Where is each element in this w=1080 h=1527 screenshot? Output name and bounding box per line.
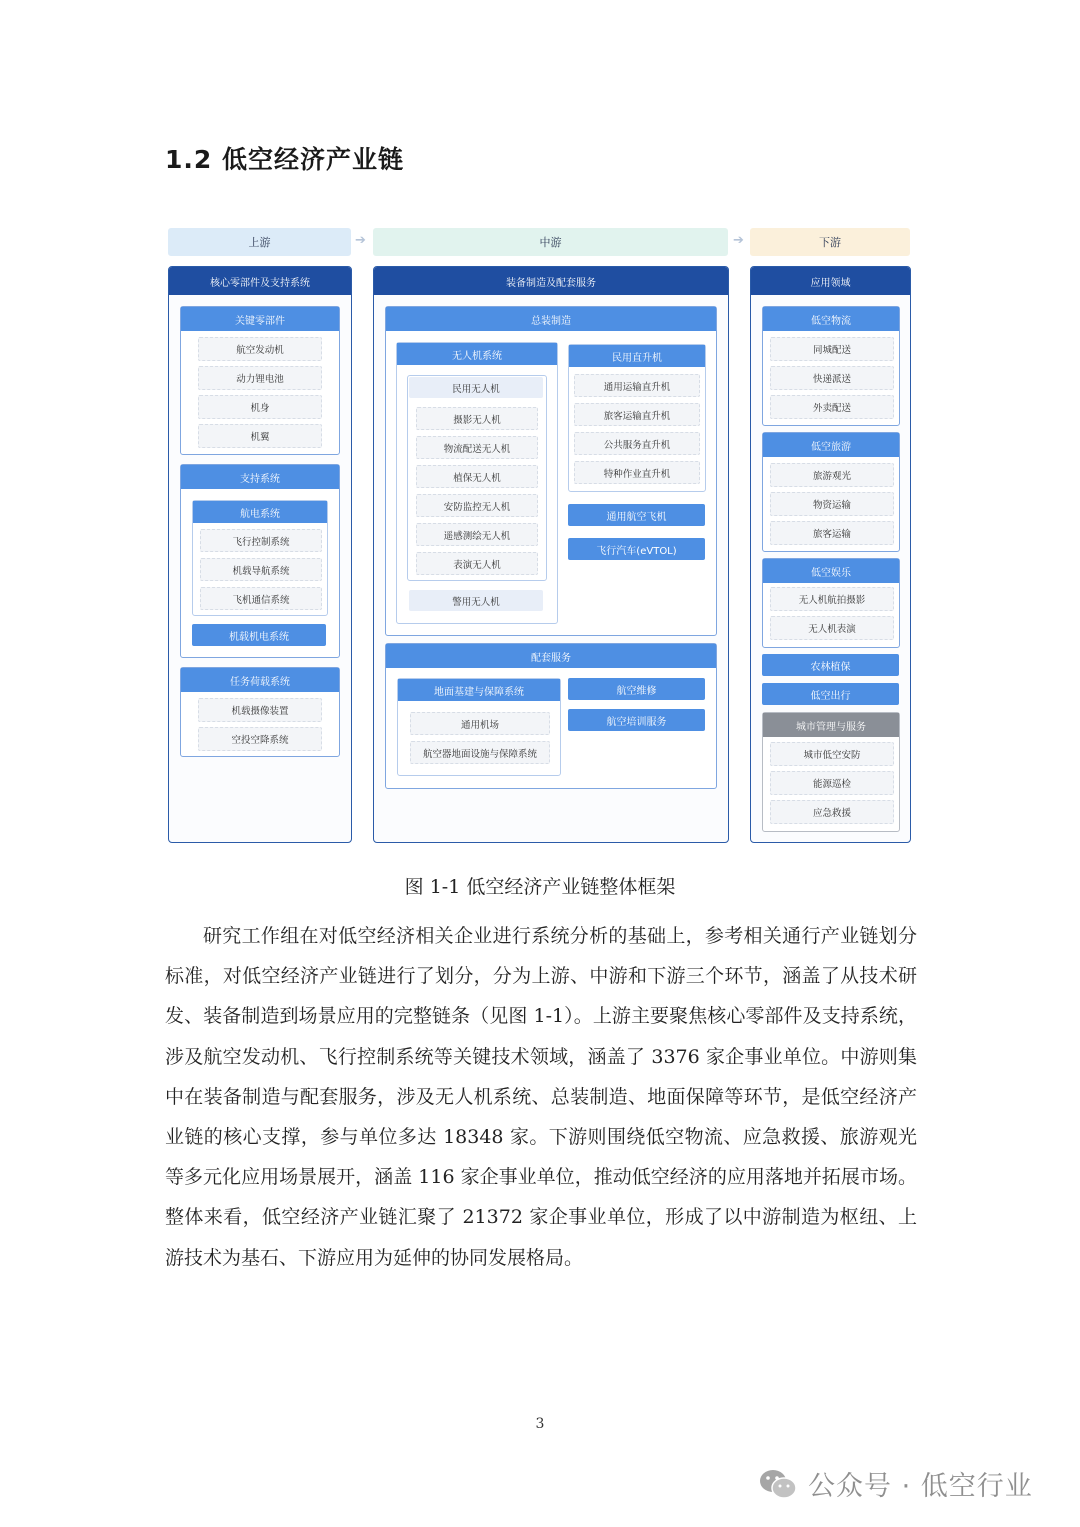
city-header: 城市管理与服务 (763, 713, 899, 737)
tourism-header: 低空旅游 (763, 433, 899, 457)
list-item: 航空器地面设施与保障系统 (410, 741, 550, 764)
list-item: 无人机航拍摄影 (770, 587, 894, 611)
list-item: 动力锂电池 (198, 366, 322, 390)
figure-caption: 图 1-1 低空经济产业链整体框架 (404, 876, 676, 898)
list-item: 快递派送 (770, 366, 894, 390)
entertainment-header: 低空娱乐 (763, 559, 899, 583)
list-item: 无人机表演 (770, 616, 894, 640)
electromech-box: 机载机电系统 (192, 624, 326, 646)
list-item: 旅游观光 (770, 463, 894, 487)
heli-header: 民用直升机 (569, 345, 705, 367)
list-item: 旅客运输直升机 (574, 403, 700, 426)
list-item: 公共服务直升机 (574, 432, 700, 455)
general-aircraft-box: 通用航空飞机 (568, 504, 705, 526)
list-item: 能源巡检 (770, 771, 894, 795)
evtol-box: 飞行汽车(eVTOL) (568, 538, 705, 560)
service-header: 配套服务 (386, 644, 716, 668)
section-title: 1.2 低空经济产业链 (165, 145, 404, 174)
training-box: 航空培训服务 (568, 709, 705, 731)
assembly-header: 总装制造 (386, 307, 716, 331)
avionics-header: 航电系统 (193, 501, 327, 523)
list-item: 物流配送无人机 (416, 436, 538, 459)
arrow-right-icon: ➔ (733, 233, 744, 248)
stage-upstream: 上游 (168, 228, 351, 256)
list-item: 特种作业直升机 (574, 461, 700, 484)
list-item: 航空发动机 (198, 337, 322, 361)
watermark (758, 1464, 1033, 1503)
list-item: 旅客运输 (770, 521, 894, 545)
logistics-header: 低空物流 (763, 307, 899, 331)
body-paragraph: 研究工作组在对低空经济相关企业进行系统分析的基础上，参考相关通行产业链划分标准，对低空经济产业链进行了划分，分为上游、中游和下游三个环节，涵盖了从技术研发、装备制造到场景应用的完整链条（见图 1-1）。上游主要聚焦核心零部件及支持系统，涉及航空发动机、飞行控制系统等关键技术领域，涵盖了 3376 家企事业单位。中游则集中在装备制造与配套服务，涉及无人机系统、总装制造、地面保障等环节，是低空经济产业链的核心支撑，参与单位多达 18348 家。下游则围绕低空物流、应急救援、旅游观光等多元化应用场景展开，涵盖 116 家企事业单位，推动低空经济的应用落地并拓展市场。整体来看，低空经济产业链汇聚了 21372 家企事业单位，形成了以中游制造为枢纽、上游技术为基石、下游应用为延伸的协同发展格局。 (165, 925, 917, 1269)
list-item: 空投空降系统 (198, 727, 322, 751)
list-item: 摄影无人机 (416, 407, 538, 430)
list-item: 机载摄像装置 (198, 698, 322, 722)
stage-midstream: 中游 (373, 228, 728, 256)
maintenance-box: 航空维修 (568, 678, 705, 700)
upstream-header: 核心零部件及支持系统 (169, 267, 351, 295)
civil-uav-header: 民用无人机 (409, 377, 543, 398)
list-item: 遥感测绘无人机 (416, 523, 538, 546)
list-item: 飞行控制系统 (200, 529, 322, 552)
list-item: 物资运输 (770, 492, 894, 516)
list-item: 外卖配送 (770, 395, 894, 419)
ground-header: 地面基建与保障系统 (398, 679, 560, 701)
downstream-header: 应用领域 (751, 267, 910, 295)
list-item: 应急救援 (770, 800, 894, 824)
stage-downstream: 下游 (750, 228, 910, 256)
list-item: 机翼 (198, 424, 322, 448)
midstream-header: 装备制造及配套服务 (374, 267, 728, 295)
list-item: 安防监控无人机 (416, 494, 538, 517)
key-parts-header: 关键零部件 (181, 307, 339, 331)
list-item: 飞机通信系统 (200, 587, 322, 610)
police-uav-box: 警用无人机 (409, 590, 543, 611)
travel-box: 低空出行 (762, 683, 899, 705)
list-item: 通用运输直升机 (574, 374, 700, 397)
support-header: 支持系统 (181, 465, 339, 489)
page-number: 3 (535, 1416, 545, 1432)
watermark-text: 公众号 · 低空行业 (808, 1471, 1033, 1502)
list-item: 同城配送 (770, 337, 894, 361)
list-item: 通用机场 (410, 712, 550, 735)
list-item: 植保无人机 (416, 465, 538, 488)
payload-header: 任务荷载系统 (181, 668, 339, 692)
agri-box: 农林植保 (762, 654, 899, 676)
uav-header: 无人机系统 (397, 343, 557, 365)
list-item: 表演无人机 (416, 552, 538, 575)
wechat-icon (758, 1467, 798, 1501)
arrow-right-icon: ➔ (355, 233, 366, 248)
list-item: 城市低空安防 (770, 742, 894, 766)
list-item: 机载导航系统 (200, 558, 322, 581)
list-item: 机身 (198, 395, 322, 419)
